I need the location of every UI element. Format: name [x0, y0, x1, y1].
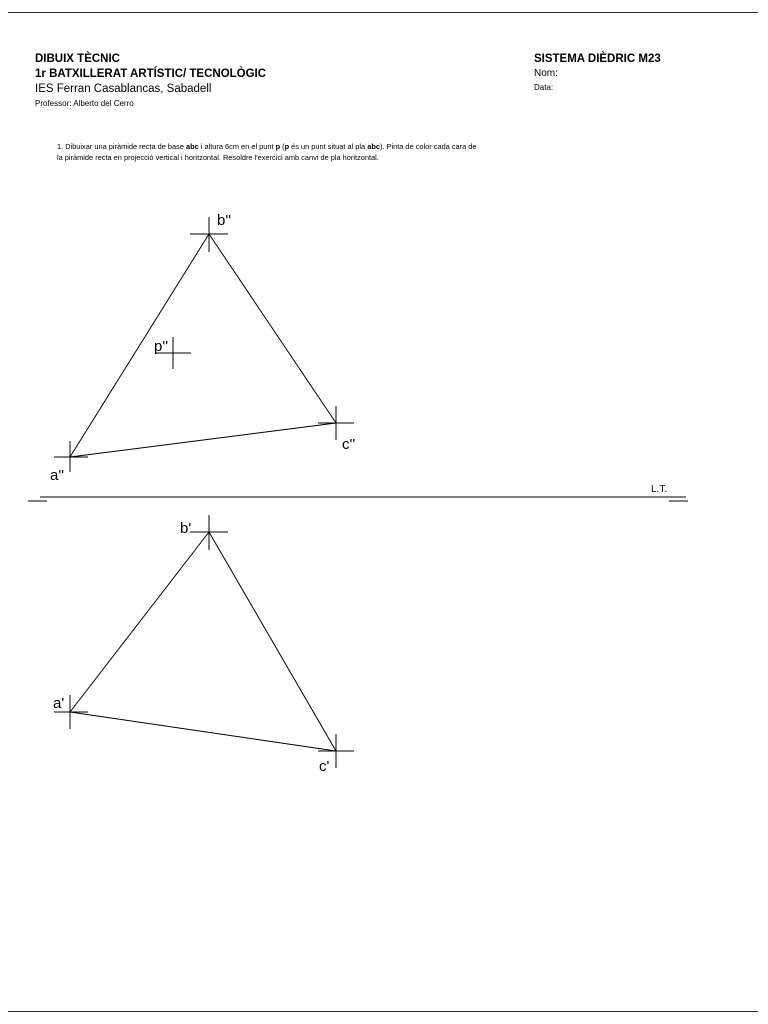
edge-a1-b1: [70, 532, 209, 712]
label-b2: b'': [217, 212, 232, 229]
date-field-label: Data:: [534, 83, 554, 92]
edge-b2-c2: [209, 234, 336, 423]
exercise-keyword: p: [284, 142, 290, 151]
label-a2: a'': [50, 467, 65, 484]
exercise-keyword: abc: [367, 142, 380, 151]
edge-a1-c1: [70, 712, 336, 751]
exercise-text: (: [280, 142, 285, 151]
label-c1: c': [319, 758, 330, 775]
course-title: 1r BATXILLERAT ARTÍSTIC/ TECNOLÒGIC: [35, 68, 267, 80]
subject-title: DIBUIX TÈCNIC: [35, 53, 120, 65]
exercise-text: 1. Dibuixar una piràmide recta de base: [57, 142, 186, 151]
name-field-label: Nom:: [534, 68, 558, 79]
edge-b1-c1: [209, 532, 336, 751]
exercise-keyword: p: [275, 142, 281, 151]
edge-a2-b2: [70, 234, 209, 457]
system-title: SISTEMA DIÈDRIC M23: [534, 53, 661, 65]
edge-a2-c2: [70, 423, 336, 457]
school-name: IES Ferran Casablancas, Sabadell: [35, 83, 212, 95]
exercise-text: és un punt situat al pla: [289, 142, 368, 151]
exercise-keyword: abc: [186, 142, 199, 151]
exercise-text: ). Pinta de color cada cara de: [379, 142, 477, 151]
exercise-line-2: la piràmide recta en projecció vertical i horitzontal. Resoldre l'exercici amb canvi de pla horitzontal.: [57, 152, 379, 162]
teacher-name: Professor: Alberto del Cerro: [35, 99, 134, 108]
label-p2: p'': [154, 338, 169, 355]
label-a1: a': [53, 695, 65, 712]
point-c2-cross: [318, 406, 354, 440]
exercise-text: i altura 6cm en el punt: [198, 142, 276, 151]
ground-line-label: L.T.: [651, 484, 668, 495]
vertical-projection-triangle: [70, 234, 336, 457]
point-b1-cross: [190, 515, 228, 550]
label-b1: b': [180, 520, 192, 537]
bottom-rule: [8, 1011, 758, 1012]
label-c2: c'': [342, 436, 356, 453]
horizontal-projection-triangle: [70, 532, 336, 751]
